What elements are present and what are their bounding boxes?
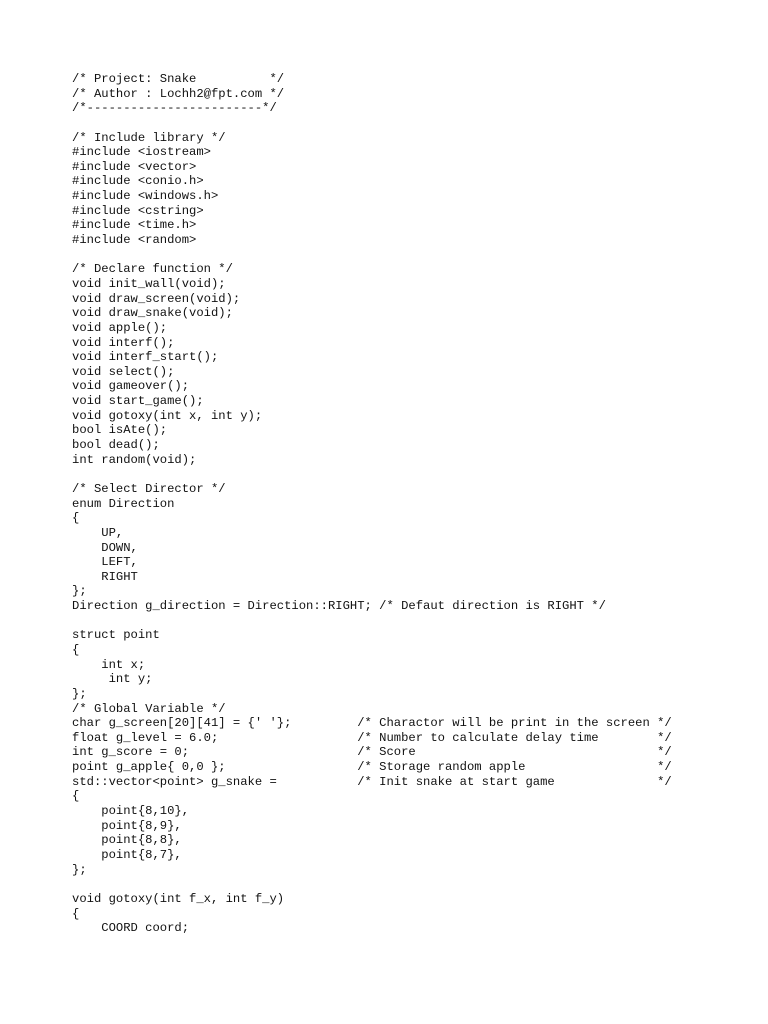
code-line: void init_wall(void); <box>72 276 226 291</box>
code-line: /* Declare function */ <box>72 262 233 277</box>
code-line: COORD coord; <box>72 921 190 936</box>
code-line: float g_level = 6.0; /* Number to calculate delay time */ <box>72 730 672 745</box>
code-line: point{8,7}, <box>72 847 182 862</box>
code-line: { <box>72 511 80 526</box>
code-line: }; <box>72 584 87 599</box>
code-line: #include <time.h> <box>72 218 197 233</box>
code-line <box>72 614 672 629</box>
code-line: void draw_snake(void); <box>72 306 233 321</box>
code-line: #include <conio.h> <box>72 174 204 189</box>
code-line: RIGHT <box>72 569 138 584</box>
code-line: LEFT, <box>72 555 138 570</box>
code-line <box>72 877 672 892</box>
code-line: #include <cstring> <box>72 203 204 218</box>
code-line: void interf(); <box>72 335 175 350</box>
code-line: point{8,8}, <box>72 833 182 848</box>
code-line: #include <vector> <box>72 159 197 174</box>
code-line: void gotoxy(int f_x, int f_y) <box>72 891 285 906</box>
code-line: point{8,9}, <box>72 818 182 833</box>
code-line: /* Include library */ <box>72 130 226 145</box>
code-line: point g_apple{ 0,0 }; /* Storage random apple */ <box>72 760 672 775</box>
code-line: Direction g_direction = Direction::RIGHT; /* Defaut direction is RIGHT */ <box>72 599 606 614</box>
code-line: /*------------------------*/ <box>72 101 277 116</box>
code-line: #include <windows.h> <box>72 189 219 204</box>
code-line: { <box>72 642 80 657</box>
code-line: }; <box>72 686 87 701</box>
code-line: void gotoxy(int x, int y); <box>72 408 263 423</box>
code-line: int random(void); <box>72 452 197 467</box>
code-line: /* Select Director */ <box>72 481 226 496</box>
code-line <box>72 116 672 131</box>
code-line: bool dead(); <box>72 438 160 453</box>
source-code-listing <box>72 72 672 936</box>
code-line: UP, <box>72 525 124 540</box>
code-line: struct point <box>72 628 160 643</box>
code-line: void apple(); <box>72 320 168 335</box>
code-line: /* Author : Lochh2@fpt.com */ <box>72 86 285 101</box>
code-line: std::vector<point> g_snake = /* Init snake at start game */ <box>72 774 672 789</box>
code-line: int x; <box>72 657 146 672</box>
code-line: void select(); <box>72 364 175 379</box>
code-line: DOWN, <box>72 540 138 555</box>
code-line: void draw_screen(void); <box>72 291 241 306</box>
code-line: int g_score = 0; /* Score */ <box>72 745 672 760</box>
code-line <box>72 248 672 263</box>
code-line: void interf_start(); <box>72 350 219 365</box>
code-line: /* Global Variable */ <box>72 701 226 716</box>
code-line: }; <box>72 862 87 877</box>
code-line: void gameover(); <box>72 379 190 394</box>
code-line: bool isAte(); <box>72 423 168 438</box>
code-line: { <box>72 906 80 921</box>
code-line: void start_game(); <box>72 394 204 409</box>
code-line: #include <random> <box>72 233 197 248</box>
code-line <box>72 467 672 482</box>
code-line: { <box>72 789 80 804</box>
code-line: /* Project: Snake */ <box>72 72 285 86</box>
code-line: #include <iostream> <box>72 145 211 160</box>
code-line: point{8,10}, <box>72 804 190 819</box>
code-line: enum Direction <box>72 496 175 511</box>
code-line: int y; <box>72 672 153 687</box>
code-line: char g_screen[20][41] = {' '}; /* Charactor will be print in the screen */ <box>72 716 672 731</box>
